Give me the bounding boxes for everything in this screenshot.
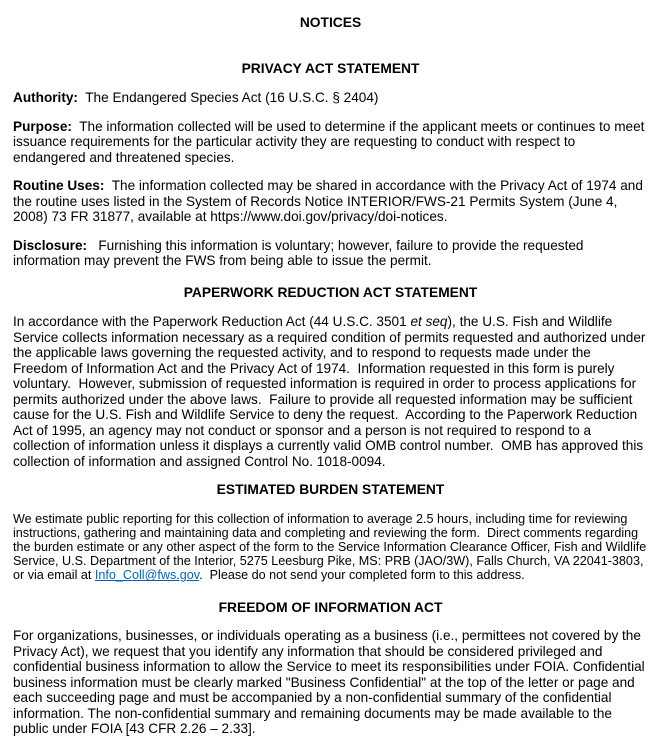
burden-text-before-link: We estimate public reporting for this collection of information to average 2.5 hours, including time for reviewing instructions, gathering and maintaining data and completing and reviewing the form. Direct comments regarding the burden estimate or any other aspect of the form to the Service Information Clearance Officer, Fish and Wildlife Service, U.S. Department of the Interior, 5275 Leesburg Pike, MS: PRB (JAO/3W), Falls Church, VA 22041-3803, or via email at — [13, 511, 650, 583]
disclosure-label: Disclosure: — [13, 237, 88, 253]
routine-uses-text: The information collected may be shared in accordance with the Privacy Act of 1974 and the routine uses listed in the System of Records Notice INTERIOR/FWS-21 Permits System (June 4, 2008) 73 FR 31877, available at https://www.doi.gov/privacy/doi-notices. — [13, 178, 647, 224]
paperwork-text-italic-et-seq: et seq — [410, 314, 448, 329]
paragraph-disclosure — [13, 238, 648, 269]
section-heading-estimated-burden: ESTIMATED BURDEN STATEMENT — [216, 482, 445, 497]
authority-label: Authority: — [13, 90, 78, 105]
email-link[interactable]: Info_Coll@fws.gov — [94, 568, 200, 583]
paperwork-text-before-italic: In accordance with the Paperwork Reduction Act (44 U.S.C. 3501 — [13, 314, 411, 329]
paragraph-routine-uses — [13, 178, 648, 225]
burden-text-after-link: . Please do not send your completed form to this address. — [199, 568, 525, 583]
purpose-label: Purpose: — [13, 118, 72, 134]
routine-uses-label: Routine Uses: — [13, 178, 105, 193]
paragraph-authority — [13, 90, 648, 106]
paragraph-purpose — [13, 119, 648, 166]
page-title: NOTICES — [299, 15, 362, 30]
paragraph-paperwork-reduction — [13, 314, 648, 469]
section-heading-paperwork-reduction-act: PAPERWORK REDUCTION ACT STATEMENT — [183, 284, 478, 300]
disclosure-text: Furnishing this information is voluntary; however, failure to provide the requested information may prevent the FWS from being able to issue the permit. — [13, 237, 588, 268]
paragraph-estimated-burden — [13, 512, 648, 583]
section-heading-privacy-act: PRIVACY ACT STATEMENT — [241, 60, 420, 76]
authority-text: The Endangered Species Act (16 U.S.C. § 2404) — [77, 90, 379, 105]
paperwork-text-after-italic: ), the U.S. Fish and Wildlife Service collects information necessary as a required condition of permits requested and authorized under the applicable laws governing the requested activity, and to respond to requests made under the Freedom of Information Act and the Privacy Act of 1974. Information requested in this form is purely voluntary. However, submission of requested information is required in order to process applications for permits authorized under the above laws. Failure to provide all requested information may be sufficient cause for the U.S. Fish and Wildlife Service to deny the request. According to the Paperwork Reduction Act of 1995, an agency may not conduct or sponsor and a person is not required to respond to a collection of information unless it displays a currently valid OMB control number. OMB has approved this collection of information and assigned Control No. 1018-0094. — [13, 314, 650, 469]
paragraph-foia — [13, 628, 648, 737]
section-heading-foia: FREEDOM OF INFORMATION ACT — [218, 599, 443, 615]
foia-text: For organizations, businesses, or individuals operating as a business (i.e., permittees not covered by the Privacy Act), we request that you identify any information that should be considered privileged and confidential business information to allow the Service to meet its responsibilities under FOIA. Confidential business information must be clearly marked "Business Confidential" at the top of the letter or page and each succeeding page and must be accompanied by a non-confidential summary of the confidential information. The non-confidential summary and remaining documents may be made available to the public under FOIA [43 CFR 2.26 – 2.33]. — [13, 628, 649, 737]
purpose-text: The information collected will be used to determine if the applicant meets or continues to meet issuance requirements for the particular activity they are requesting to conduct with respect to endangered and threatened species. — [13, 118, 649, 165]
